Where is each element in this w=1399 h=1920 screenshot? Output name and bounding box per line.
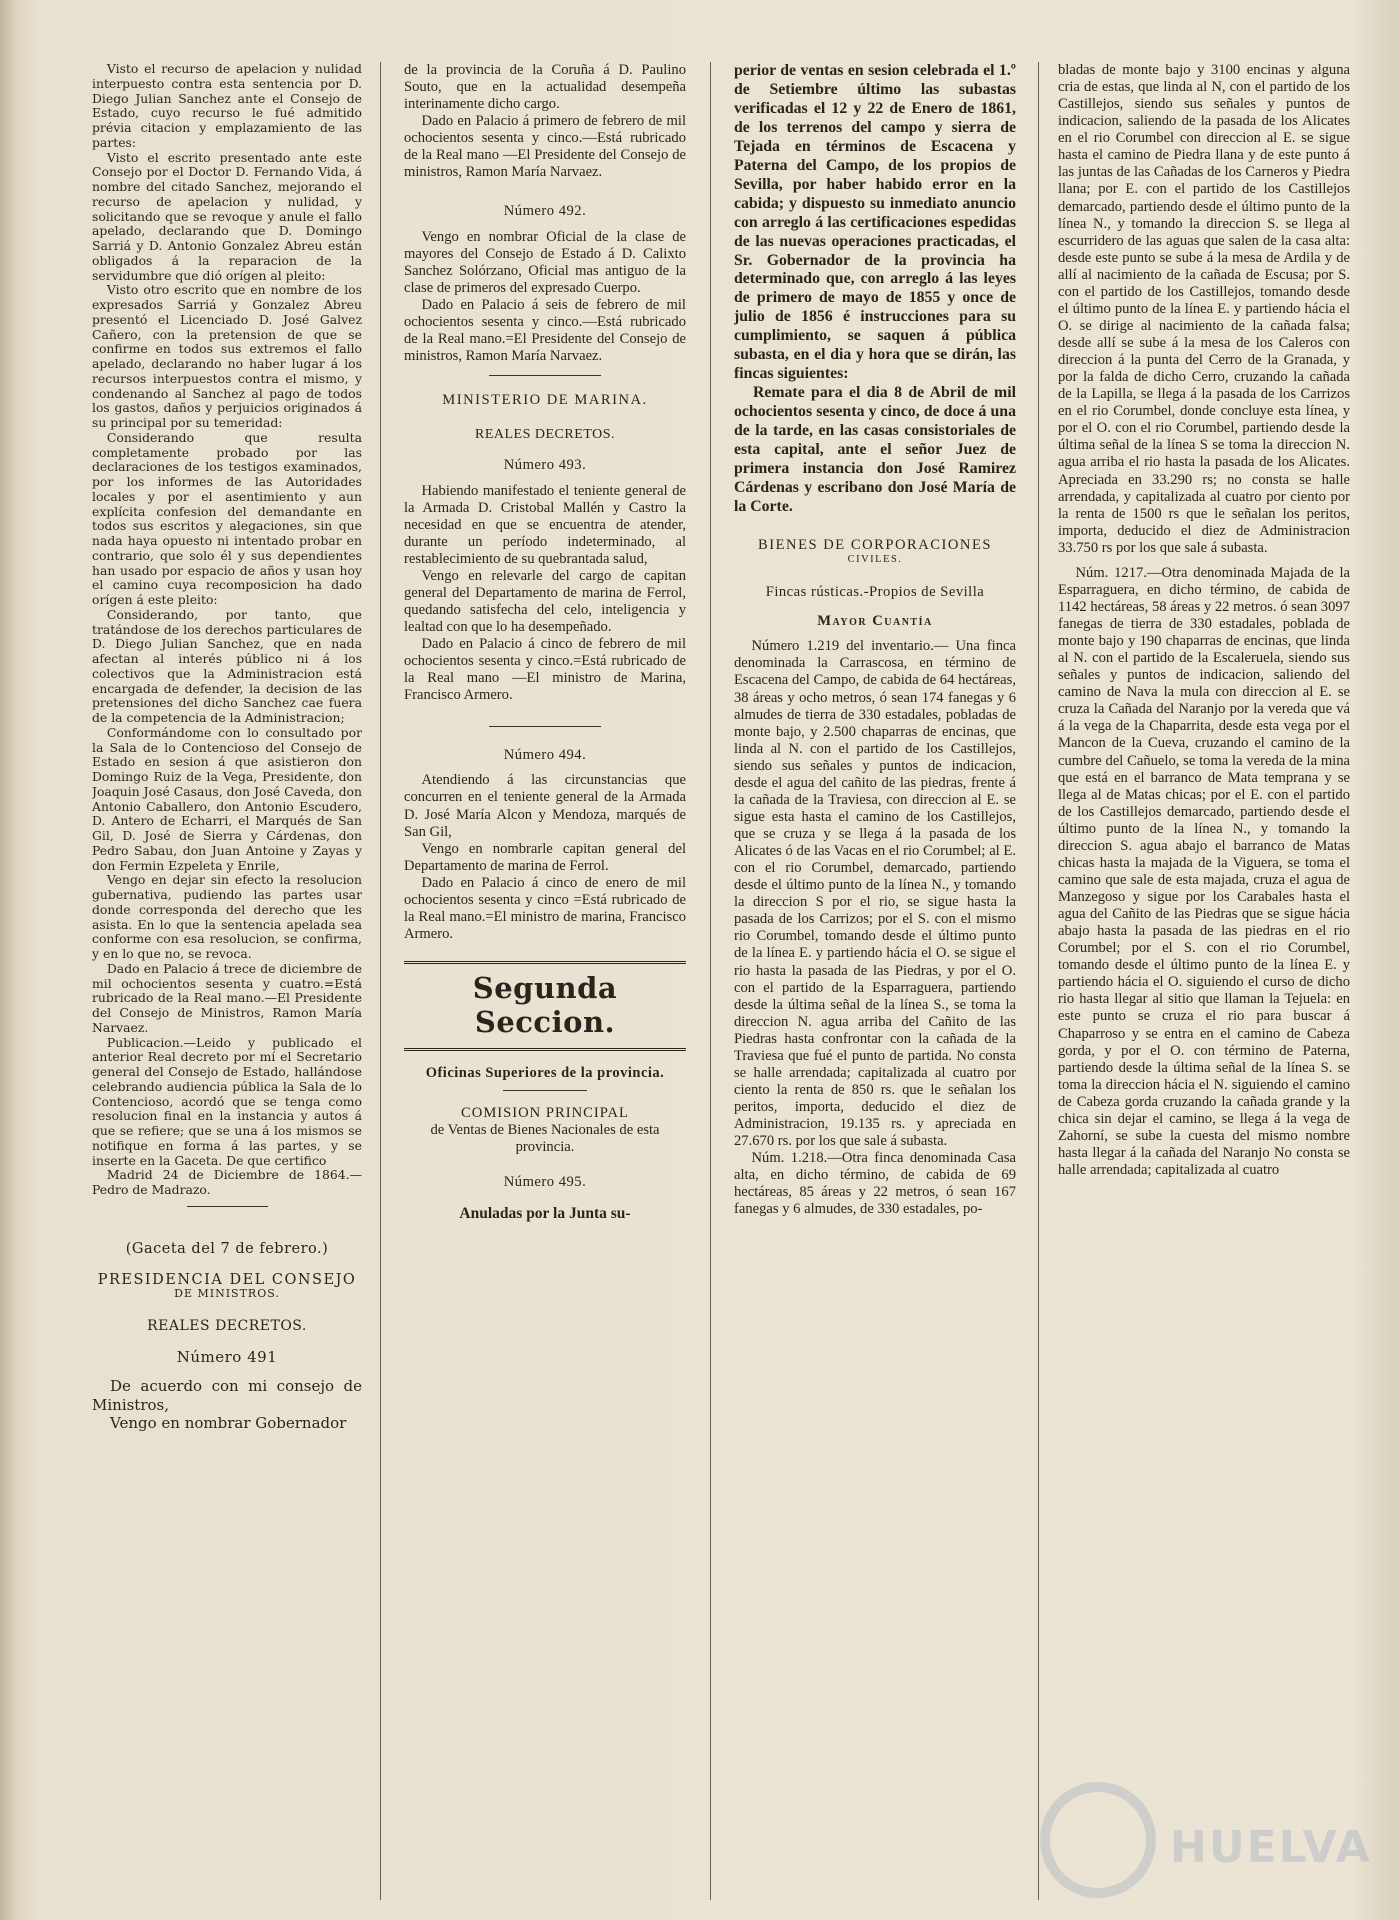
decrees-heading: REALES DECRETOS. (147, 1318, 307, 1335)
paragraph: Dado en Palacio á seis de febrero de mil ochocientos sesenta y cinco.—Está rubricado de la Real mano.=El Presidente del Consejo de ministros, Ramon María Narvaez. (404, 296, 686, 364)
decree-number: Número 493. (503, 457, 587, 474)
column-2 (404, 62, 686, 1902)
commission-subheading: de Ventas de Bienes Nacionales de esta provincia. (430, 1121, 660, 1155)
paragraph: Vengo en nombrarle capitan general del Departamento de marina de Ferrol. (404, 840, 686, 874)
gaceta-date: (Gaceta del 7 de febrero.) (125, 1240, 329, 1257)
separator (187, 1206, 268, 1207)
page-edge-shadow (0, 0, 14, 1920)
decree-number: Número 492. (503, 203, 587, 220)
column-4 (1058, 62, 1350, 1902)
decree-number: Número 491 (176, 1347, 278, 1366)
paragraph: Número 1.219 del inventario.— Una finca denominada la Carrascosa, en término de Escacena del Campo, de cabida de 64 hectáreas, 38 áreas y ocho metros, ó sean 174 fanegas y 6 almudes de tierra de 330 estadales, pobladas de monte bajo, y 2.500 chaparras de encinas, que linda al N. con el partido de los Castillejos, siendo sus señales y puntos de indicacion, desde el agua del cañito de las piedras, frente á la cañada de la Traviesa, con direccion al E. se sigue esta hasta el camino de los Castillejos, que se cruza y se llega á la pasada de los Alicates ó de las Vacas en el rio Corumbel; al E. con el rio Corumbel, demarcado, partiendo desde el último punto de la línea N., y tomando la direccion S por el rio, se sigue hasta la pasada de los Carrizos; por el S. con el mismo rio Corumbel, tomando desde el último punto de la línea E. y partiendo hácia el O. se sigue el rio hasta la pasada de las Piedras, y por el O. con el partido de la Esparraguera, partiendo desde la última señal de la línea S., se toma la direccion N. agua arriba del Cañito de las Piedras hasta confrontar con la cañada de la Traviesa que fué el punto de partida. No consta se halle arrendada; capitalizada al cuatro por ciento la renta de 850 rs. que le señalan los peritos, importa, deducido el diez de Administracion, 19.135 rs. y apreciada en 27.670 rs. por los que sale á subasta. (734, 638, 1016, 1150)
section-title: Segunda Seccion. (404, 961, 686, 1051)
column-rule (1038, 62, 1039, 1900)
category-heading: Mayor Cuantía (817, 613, 933, 630)
paragraph: Habiendo manifestado el teniente general de la Armada D. Cristobal Mallén y Castro la necesidad en que se encuentra de atender, durante un período indeterminado, al restablecimiento de su quebrantada salud, (404, 482, 686, 567)
section-heading: BIENES DE CORPORACIONES (758, 536, 992, 553)
paragraph: Publicacion.—Leido y publicado el anterior Real decreto por mí el Secretario general del Consejo de Estado, hallándose celebrando audiencia pública la Sala de lo Contencioso, acordó que se tenga como resolucion final en la instancia y autos á que se refiere; que se una á los mismos se notifique en forma á las partes, y se inserte en la Gaceta. De que certifico (92, 1034, 362, 1168)
section-subheading: CIVILES. (847, 553, 903, 565)
commission-heading: COMISION PRINCIPAL (461, 1104, 629, 1121)
paragraph: Dado en Palacio á primero de febrero de mil ochocientos sesenta y cinco.—Está rubricado de la Real mano —El Presidente del Consejo de ministros, Ramon María Narvaez. (404, 113, 686, 181)
separator (489, 726, 602, 727)
paragraph: Visto el recurso de apelacion y nulidad interpuesto contra esta sentencia por D. Diego Julian Sanchez ante el Consejo de Estado, cuyo recurso le fué admitido prévia citacion y emplazamiento de las partes: (92, 62, 362, 150)
paragraph: Considerando que resulta completamente probado por las declaraciones de los testigos examinados, por los informes de las Autoridades locales y por el asentimiento y aun explícita confesion del demandante en todos sus escritos y alegaciones, sin que nada haya opuesto ni intentado probar en contrario, que solo él y sus dependientes han usado por espacio de años y usan hoy el camino cuya recomposicion ha dado orígen á este pleito: (92, 429, 362, 607)
auction-paragraph: Remate para el dia 8 de Abril de mil ochocientos sesenta y cinco, de doce á una de la tarde, en las casas consistoriales de esta capital, ante el señor Juez de primera instancia don José Ramirez Cárdenas y escribano don José María de la Corte. (734, 384, 1016, 515)
decrees-heading: REALES DECRETOS. (475, 427, 615, 443)
column-3 (734, 62, 1016, 1902)
paragraph: Atendiendo á las circunstancias que concurren en el teniente general de la Armada D. José María Alcon y Mendoza, marqués de San Gil, (404, 772, 686, 840)
signature-line: Madrid 24 de Diciembre de 1864.— Pedro de Madrazo. (92, 1167, 362, 1197)
paragraph: Considerando, por tanto, que tratándose de los derechos particulares de D. Diego Julian Sanchez, que en nada afectan al interés público ni á los colectivos que la Administracion está encargada de defender, la decision de las pretensiones del dicho Sanchez cae fuera de la competencia de la Administracion; (92, 606, 362, 725)
paragraph: Dado en Palacio á cinco de enero de mil ochocientos sesenta y cinco =Está rubricado de la Real mano.=El ministro de marina, Francisco Armero. (404, 874, 686, 942)
paragraph: Vengo en relevarle del cargo de capitan general del Departamento de marina de Ferrol, quedando satisfecha del celo, inteligencia y lealtad con que lo ha desempeñado. (404, 567, 686, 635)
paragraph: Conformándome con lo consultado por la Sala de lo Contencioso del Consejo de Estado en sesion á que asistieron don Domingo Ruiz de la Vega, Presidente, don Joaquin José Casaus, don José Caveda, don Antonio Caballero, don Antonio Escudero, D. Antero de Echarri, el Marqués de San Gil, D. José de Sierra y Cárdenas, don Pedro Sabau, don Juan Antoine y Zayas y don Fermin Ezpeleta y Enrile, (92, 724, 362, 873)
offices-heading: Oficinas Superiores de la provincia. (425, 1064, 665, 1081)
paragraph: Anuladas por la Junta su- (459, 1205, 631, 1223)
paragraph: bladas de monte bajo y 3100 encinas y alguna cria de estas, que linda al N, con el partido de los Castillejos, siendo sus señales y puntos de indicacion, saliendo de la pasada de los Alicates en el rio Corumbel con direccion al E. se sigue hasta el camino de Piedra llana y de este punto á las juntas de las Cañadas de los Carneros y Piedra llana; por E. con el partido de los Castillejos demarcado, partiendo desde el último punto de la línea N., y tomando la direccion S. se llega al escurridero de las aguas que salen de la casa alta: desde este punto se sube á la mesa de Ardila y de allí al nacimiento de la cañada de Escusa; por S. con el partido de los Castillejos, tomando desde el último punto de la línea E. y partiendo hácia el O. se dirige al nacimiento de la cañada falsa; desde allí se sube á la mesa de los Caleros con direccion á la punta del Cerro de la Granada, y por la falda de dicho Cerro, cruzando la cañada de la Lapilla, se llega á la pasada de los Carrizos en el rio Corumbel, donde concluye esta línea, y por el O. con el rio Corumbel, partiendo desde la última señal de la línea S se toma la direccion N. agua arriba el rio hasta la pasada de los Alicates. Apreciada en 33.290 rs; no consta se halle arrendada, y capitalizada al cuatro por ciento por la renta de 1500 rs que le señalan los peritos, importa, deducido el diez de Administracion 33.750 rs por los que sale á subasta. (1058, 62, 1350, 556)
section-heading: PRESIDENCIA DEL CONSEJO (97, 1272, 357, 1288)
section-subheading: DE MINISTROS. (174, 1287, 280, 1301)
decree-number: Número 494. (503, 747, 587, 764)
separator (489, 375, 602, 376)
paragraph: Dado en Palacio á trece de diciembre de mil ochocientos sesenta y cuatro.=Está rubricado de la Real mano.—El Presidente del Consejo de Ministros, Ramon María Narvaez. (92, 960, 362, 1035)
ministry-heading: MINISTERIO DE MARINA. (442, 392, 648, 408)
library-stamp (1040, 1770, 1370, 1900)
paragraph: Vengo en nombrar Oficial de la clase de mayores del Consejo de Estado á D. Calixto Sanchez Solórzano, Oficial mas antiguo de la clase de primeros del expresado Cuerpo. (404, 228, 686, 296)
paragraph: de la provincia de la Coruña á D. Paulino Souto, que en la actualidad desempeña interinamente dicho cargo. (404, 62, 686, 113)
paragraph: Núm. 1.218.—Otra finca denominada Casa alta, en dicho término, de cabida de 69 hectáreas, 85 áreas y 22 metros, ó sean 167 fanegas y 6 almudes, de 330 estadales, po- (734, 1150, 1016, 1218)
paragraph: Visto el escrito presentado ante este Consejo por el Doctor D. Fernando Vida, á nombre del citado Sanchez, mejorando el recurso de apelacion y nulidad, y solicitando que se revoque y anule el fallo apelado, declarando que D. Domingo Sarriá y D. Antonio Gonzalez Abreu están obligados á la reparacion de la servidumbre que dió orígen al pleito: (92, 149, 362, 283)
paragraph: Vengo en nombrar Gobernador (110, 1414, 347, 1433)
paragraph: Dado en Palacio á cinco de febrero de mil ochocientos sesenta y cinco.=Está rubricado de la Real mano —El ministro de Marina, Francisco Armero. (404, 636, 686, 704)
stamp-ring-icon (1040, 1782, 1156, 1898)
decree-number: Número 495. (503, 1173, 587, 1190)
property-type: Fincas rústicas.-Propios de Sevilla (765, 584, 985, 601)
separator (503, 1090, 588, 1091)
paragraph: Vengo en dejar sin efecto la resolucion gubernativa, pudiendo las partes usar donde corresponda del derecho que les asista. En lo que la sentencia apelada sea conforme con esa resolucion, se confirma, y en lo que no, se revoca. (92, 872, 362, 961)
column-rule (710, 62, 711, 1900)
stamp-text: HUELVA (1170, 1822, 1372, 1873)
paragraph: Núm. 1217.—Otra denominada Majada de la Esparraguera, en dicho término, de cabida de 1142 hectáreas, 58 áreas y 22 metros. ó sean 3097 fanegas de tierra de 330 estadales, poblada de monte bajo y 190 chaparras de encinas, que linda al N. con el partido de la Escaleruela, siendo sus señales y puntos de indicacion, saliendo del camino de Nava la mula con direccion al E. se cruza la Cañada del Naranjo por la vereda que vá á la vega de la Chaparrita, desde esta vega por el Mancon de la Cueva, cruzando el camino de la cumbre del Cañuelo, se toma la vereda de la mina que está en el barranco de Mata temprana y se llega al de Matas chicas; por el E. con el partido de los Castillejos demarcado, partiendo desde el último punto de la línea N., y tomando la direccion S. agua abajo el barranco de Matas chicas hasta la majada de la Viguera, se toma el camino que sale de esta majada, cruza el agua de Manzegoso y sigue por los Carabales hasta el agua del Cañito de las Piedras que se sigue hácia abajo hasta la pasada de las piedras en el rio Corumbel; por el S. con el rio Corumbel, tomando desde el último punto de la línea E. y partiendo hácia el O. siguiendo el curso de dicho rio hasta llegar al sitio que llaman la Tejuela: en este punto se cruza el rio para buscar á Chaparroso y se entra en el camino de Cabeza gorda, y por el O. con término de Paterna, partiendo desde la última señal de la línea S. se toma la direccion hácia el N. siguiendo el camino de Cabeza gorda cruzando la cañada grande y la chica sin dejar el camino, se llega á la vega de Zahorní, se sube la cuesta del mismo nombre hasta llegar á la cañada del Naranjo No consta se halle arrendada; capitalizada al cuatro (1058, 564, 1350, 1178)
paragraph: De acuerdo con mi consejo de Ministros, (92, 1376, 362, 1414)
announcement-paragraph: perior de ventas en sesion celebrada el 1.º de Setiembre último las subastas verificadas el 12 y 22 de Enero de 1861, de los terrenos del campo y sierra de Tejada en términos de Escacena y Paterna del Campo, de los propios de Sevilla, por haber habido error en la cabida; y dispuesto su inmediato anuncio con arreglo á las certificaciones espedidas de las nuevas operaciones practicadas, el Sr. Gobernador de la provincia ha determinado que, con arreglo á las leyes de primero de mayo de 1855 y once de julio de 1856 é instrucciones para su cumplimiento, se saquen á pública subasta, en el dia y hora que se dirán, las fincas siguientes: (734, 62, 1016, 383)
column-rule (380, 62, 381, 1900)
column-1 (92, 62, 362, 1902)
paragraph: Visto otro escrito que en nombre de los expresados Sarriá y Gonzalez Abreu presentó el Licenciado D. José Galvez Cañero, con la pretension de que se confirme en todos sus extremos el fallo apelado, declarando no haber lugar á los recursos interpuestos contra el mismo, y condenando al Sanchez al pago de todos los gastos, daños y perjuicios originados á su principal por su temeridad: (92, 282, 362, 430)
